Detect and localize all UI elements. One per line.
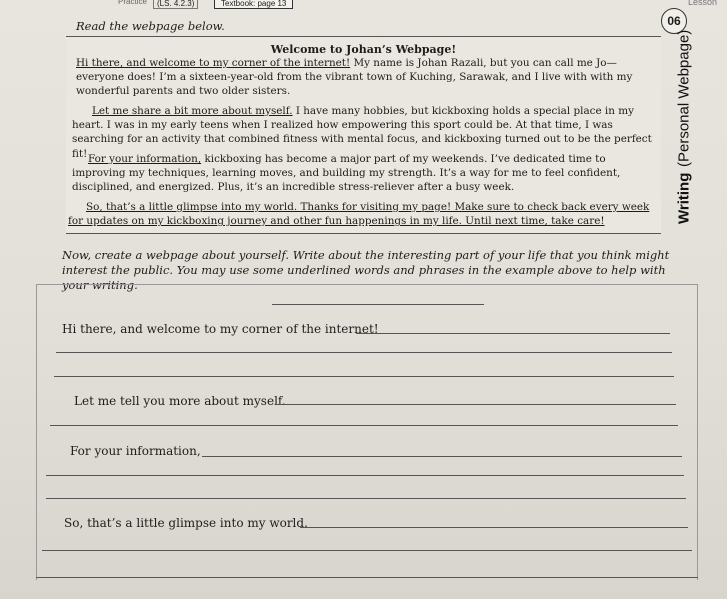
paragraph-2-underlined: Let me share a bit more about myself. — [92, 105, 293, 117]
top-strip — [0, 0, 727, 8]
lesson-label: Lesson — [687, 0, 717, 7]
reading-instruction: Read the webpage below. — [76, 19, 225, 33]
paragraph-4-underlined: So, that’s a little glimpse into my world. Thanks for visiting my page! Make sure to check back every week for updates on my kickboxing journey and other fun happenings in my life. Until next time, take care! — [68, 201, 650, 228]
prompt-about-myself: Let me tell you more about myself. — [74, 394, 286, 408]
webpage-title: Welcome to Johan’s Webpage! — [270, 43, 457, 56]
textbook-reference: Textbook: page 13 — [214, 0, 293, 9]
answer-line[interactable] — [276, 404, 676, 405]
paragraph-3-underlined: For your information, — [88, 153, 202, 165]
paragraph-1-underlined: Hi there, and welcome to my corner of the internet! — [76, 57, 351, 69]
answer-line[interactable] — [46, 475, 684, 476]
lesson-number-badge: 06 — [661, 8, 687, 34]
writing-task-instruction: Now, create a webpage about yourself. Write about the interesting part of your life that you think might interest the public. You may use some underlined words and phrases in the example above to help with your writing. — [62, 248, 670, 292]
answer-line[interactable] — [50, 425, 678, 426]
answer-line[interactable] — [300, 527, 688, 528]
paragraph-2: Let me share a bit more about myself. I have many hobbies, but kickboxing holds a special place in my heart. I was in my early teens when I realized how empowering this sport could be. At that time, I was searching for an activity that combined fitness with mental focus, and kickboxing turned out to be the perfect fit! — [72, 105, 652, 160]
answer-line[interactable] — [46, 498, 686, 499]
prompt-closing: So, that’s a little glimpse into my world. — [64, 516, 308, 530]
paragraph-1: Hi there, and welcome to my corner of the internet! My name is Johan Razali, but you can call me Jo—everyone does! I’m a sixteen-year-old from the vibrant town of Kuching, Sarawak, and I live with with my wonderful parents and two older sisters. — [76, 57, 633, 98]
answer-line[interactable] — [56, 352, 672, 353]
paragraph-4 — [68, 200, 660, 228]
answer-line[interactable] — [202, 456, 682, 457]
answer-line[interactable] — [36, 577, 698, 578]
prompt-greeting: Hi there, and welcome to my corner of the internet! — [62, 322, 379, 336]
answer-line[interactable] — [54, 376, 674, 377]
section-label: Practice — [118, 0, 147, 6]
answer-line[interactable] — [42, 550, 692, 551]
paragraph-3: For your information, kickboxing has become a major part of my weekends. I’ve dedicated time to improving my techniques, learning moves, and building my strength. It’s a way for me to feel confident, disciplined, and energized. Plus, it’s an incredible stress-reliever after a busy week. — [72, 153, 621, 194]
side-tab-skill: Writing — [675, 172, 693, 225]
side-tab-label — [666, 29, 702, 225]
side-tab-topic: (Personal Webpage) — [675, 29, 693, 167]
prompt-for-your-information: For your information, — [70, 444, 201, 458]
title-answer-line[interactable] — [272, 304, 484, 305]
standard-code: (LS. 4.2.3) — [153, 0, 198, 9]
answer-line[interactable] — [356, 333, 670, 334]
